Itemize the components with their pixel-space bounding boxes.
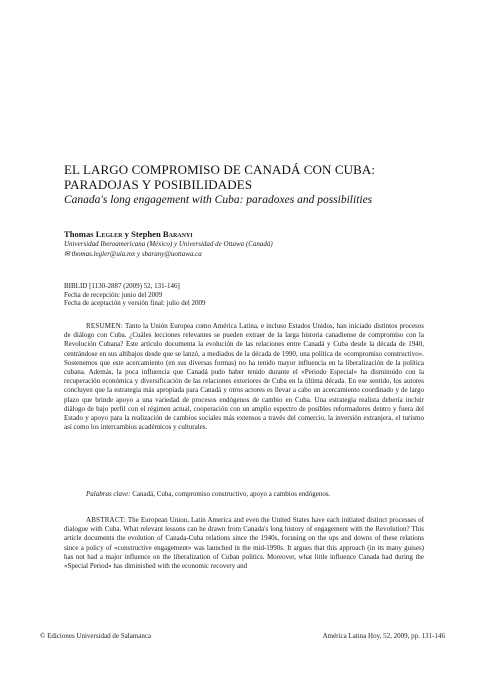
resumen-text: Tanto la Unión Europea como América Latina, e incluso Estados Unidos, han iniciado distintos procesos de diálogo con Cuba. ¿Cuáles lecciones relevantes se pueden extraer de la larga historia canadiense de compromiso con la Revolución Cubana? Este artículo documenta la evolución de las relaciones entre Canadá y Cuba desde la década de 1940, centrándose en sus altibajos desde que se lanzó, a mediados de la década de 1990, una política de «compromiso constructivo». Sostenemos que este acercamiento (en sus diversas formas) no ha tenido mayor influencia en la liberalización de la política cubana. Además, la poca influencia que Canadá pudo haber tenido durante el «Periodo Especial» ha disminuido con la recuperación económica y diversificación de las relaciones exteriores de Cuba en la última década. En ese sentido, los autores concluyen que la estrategia más apropiada para Canadá y otros actores es llevar a cabo un acercamiento coordinado y de largo plazo que brinde apoyo a una variedad de procesos endógenos de cambio en Cuba. Una estrategia realista debería incluir diálogo de bajo perfil con el régimen actual, cooperación con un amplio espectro de posibles reformadores dentro y fuera del Estado y apoyo para la realización de cambios sociales más extensos a través del comercio, la inversión extranjera, el turismo así como los intercambios académicos y culturales. (64, 322, 424, 432)
article-subtitle: Canada's long engagement with Cuba: paradoxes and possibilities (64, 194, 373, 206)
author-conjunction: y (124, 229, 129, 239)
author-block (64, 229, 273, 259)
keywords-label: Palabras clave: (86, 490, 131, 498)
reception-date: Fecha de recepción: junio del 2009 (64, 290, 163, 299)
resumen-label: RESUMEN: (86, 322, 123, 330)
author1-first: Thomas (64, 229, 94, 239)
article-title (64, 162, 424, 192)
title-line-2: PARADOJAS Y POSIBILIDADES (64, 177, 253, 192)
title-line-1: EL LARGO COMPROMISO DE CANADÁ CON CUBA: (64, 162, 376, 177)
author2-first: Stephen (131, 229, 161, 239)
author-names (64, 229, 273, 239)
resumen-paragraph (64, 322, 424, 432)
resumen-section (64, 322, 424, 432)
keywords-line (64, 490, 424, 499)
abstract-label: ABSTRACT: (86, 516, 126, 524)
acceptance-date: Fecha de aceptación y versión final: julio del 2009 (64, 299, 206, 308)
biblid-block (64, 282, 206, 308)
author-emails: ✉ thomas.legler@uia.mx y sbarany@uottawa.ca (64, 250, 202, 258)
footer-publisher: © Ediciones Universidad de Salamanca (40, 632, 152, 640)
author2-last: Baranyi (162, 229, 193, 239)
abstract-text: The European Union, Latin America and even the United States have each initiated distinct processes of dialogue with Cuba. What relevant lessons can be drawn from Canada's long history of engagement with the Revolution? This article documents the evolution of Canada-Cuba relations since the 1940s, focusing on the ups and downs of these relations since a policy of «constructive engagement» was launched in the mid-1990s. It argues that this approach (in its many guises) has not had a major influence on the liberalization of Cuban politics. Moreover, what little influence Canada had during the «Special Period» has diminished with the economic recovery and (64, 516, 425, 571)
author-affiliation: Universidad Iberoamericana (México) y Universidad de Ottawa (Canadá) (64, 240, 273, 248)
abstract-section (64, 516, 424, 571)
page-footer (40, 632, 445, 640)
abstract-paragraph (64, 516, 424, 571)
author1-last: Legler (95, 229, 123, 239)
biblid-reference: BIBLID [1130-2887 (2009) 52, 131-146] (64, 282, 180, 290)
keywords-text: Canadá, Cuba, compromiso constructivo, apoyo a cambios endógenos. (132, 490, 331, 498)
footer-citation: América Latina Hoy, 52, 2009, pp. 131-146 (322, 632, 445, 640)
